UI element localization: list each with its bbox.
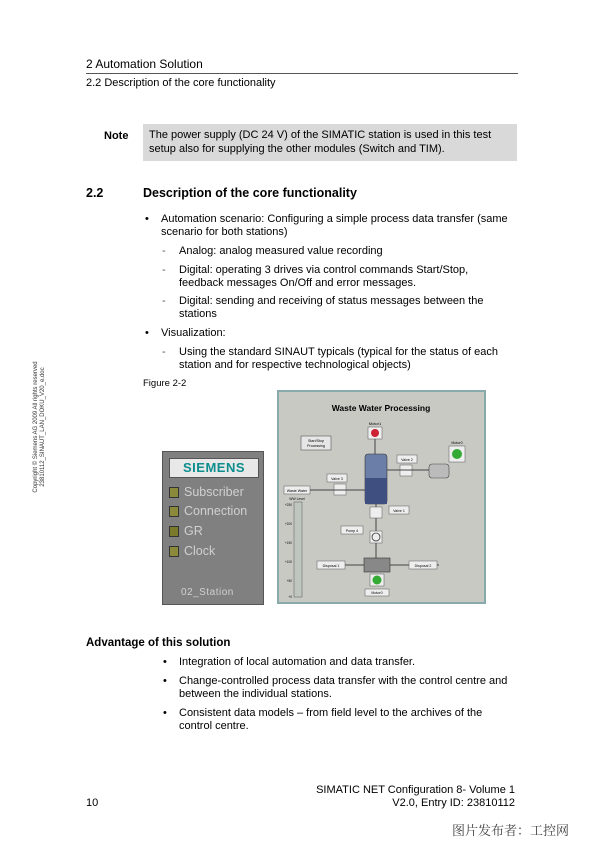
- copyright-line: 23810112_SINAUT_LAN_DOKU_V20_e.doc: [40, 367, 46, 487]
- sub-bullet-text: [179, 346, 498, 372]
- scale-tick: +250: [284, 503, 292, 507]
- siemens-logo: SIEMENS: [169, 458, 259, 478]
- advantage-item: [179, 656, 415, 669]
- advantage-title: Advantage of this solution: [86, 637, 231, 649]
- advantage-item: [179, 675, 507, 701]
- page-number: 10: [86, 797, 99, 809]
- bullet-marker: •: [145, 327, 149, 339]
- sub-bullet-line: station and for respective technological objects): [179, 359, 411, 371]
- hmi-process-screen: [277, 390, 486, 604]
- hmi-title: Waste Water Processing: [331, 403, 431, 413]
- conveyor-icon: [364, 558, 390, 572]
- sub-bullet-text: [179, 264, 468, 290]
- valve1-label: Valve 1: [393, 509, 405, 513]
- dash-marker: -: [162, 264, 166, 276]
- dash-marker: -: [162, 346, 166, 358]
- footer-title: SIMATIC NET Configuration 8- Volume 1: [316, 784, 515, 796]
- sub-bullet-line: Digital: operating 3 drives via control commands Start/Stop,: [179, 264, 469, 276]
- status-led: [169, 506, 179, 517]
- status-led: [169, 487, 179, 498]
- sub-bullet-line: feedback messages On/Off and error messages.: [179, 277, 417, 289]
- motor0-bottom-label: Motor0: [371, 591, 383, 595]
- bullet-line: scenario for both stations): [161, 226, 288, 238]
- motor0-top-label: Motor0: [451, 441, 463, 445]
- sub-bullet-line: Using the standard SINAUT typicals (typical for the status of each: [179, 346, 498, 358]
- bullet-marker: •: [163, 707, 167, 719]
- level-label: WW Level: [289, 497, 305, 501]
- sub-bullet-line: Analog: analog measured value recording: [179, 245, 383, 257]
- disposal1-label: Disposal 1: [322, 564, 340, 568]
- figure-caption: Figure 2-2: [143, 378, 187, 389]
- disposal2-label: Disposal 2: [414, 564, 432, 568]
- siemens-station-panel: [162, 451, 264, 605]
- header-rule: [86, 73, 518, 74]
- valve2-label: Valve 2: [401, 458, 413, 462]
- start-stop-label: Processing: [307, 444, 325, 448]
- scale-tick: +200: [284, 522, 292, 526]
- motor0-bottom-status-icon: [373, 576, 382, 585]
- bullet-marker: •: [163, 656, 167, 668]
- chapter-header: 2 Automation Solution: [86, 57, 203, 71]
- scale-tick: +100: [284, 560, 292, 564]
- led-label: Connection: [184, 504, 248, 518]
- waste-water-label: Waste Water: [286, 489, 308, 493]
- process-diagram: [279, 392, 484, 602]
- scale-tick: +150: [284, 541, 292, 545]
- copyright-notice: [33, 327, 47, 527]
- drive-motor-icon: [429, 464, 449, 478]
- bullet-marker: •: [145, 213, 149, 225]
- dash-marker: -: [162, 245, 166, 257]
- advantage-line: Consistent data models – from field level to the archives of the: [179, 707, 483, 719]
- led-label: Clock: [184, 544, 216, 558]
- bullet-text: [161, 327, 226, 340]
- section-title: Description of the core functionality: [143, 186, 357, 200]
- led-label: Subscriber: [184, 485, 244, 499]
- start-stop-label: Start/Stop: [308, 439, 324, 443]
- scale-tick: +0: [288, 595, 292, 599]
- section-number: 2.2: [86, 186, 104, 200]
- motor1-status-icon: [371, 429, 379, 437]
- valve3-label: Valve 3: [331, 477, 343, 481]
- motor1-label: Motor1: [368, 421, 382, 426]
- status-led: [169, 546, 179, 557]
- sub-bullet-text: [179, 295, 484, 321]
- scale-tick: +50: [286, 579, 292, 583]
- sub-bullet-line: stations: [179, 308, 217, 320]
- sub-bullet-line: Digital: sending and receiving of status messages between the: [179, 295, 484, 307]
- copyright-line: Copyright © Siemens AG 2009 All rights reserved: [33, 361, 39, 493]
- station-label: 02_Station: [181, 587, 234, 598]
- advantage-item: [179, 707, 482, 733]
- motor0-top-status-icon: [452, 449, 462, 459]
- tank-fill: [365, 478, 387, 504]
- sub-bullet-text: [179, 245, 383, 258]
- dash-marker: -: [162, 295, 166, 307]
- pump4-label: Pump 4: [345, 529, 359, 533]
- advantage-line: Change-controlled process data transfer with the control centre and: [179, 675, 508, 687]
- bullet-marker: •: [163, 675, 167, 687]
- advantage-line: control centre.: [179, 720, 249, 732]
- level-bar: [294, 502, 302, 597]
- bullet-line: Visualization:: [161, 327, 226, 339]
- bullet-text: [161, 213, 508, 239]
- advantage-line: Integration of local automation and data transfer.: [179, 656, 416, 668]
- note-label: Note: [104, 130, 129, 142]
- bullet-line: Automation scenario: Configuring a simple process data transfer (same: [161, 213, 508, 225]
- valve1-icon: [370, 507, 382, 518]
- advantage-line: between the individual stations.: [179, 688, 332, 700]
- status-led: [169, 526, 179, 537]
- footer-version: V2.0, Entry ID: 23810112: [392, 797, 515, 809]
- section-header: 2.2 Description of the core functionality: [86, 77, 276, 89]
- publisher-watermark: 图片发布者：工控网: [452, 823, 570, 838]
- led-label: GR: [184, 524, 203, 538]
- note-box: The power supply (DC 24 V) of the SIMATIC station is used in this test setup also for supplying the other modules (Switch and TIM).: [143, 124, 517, 161]
